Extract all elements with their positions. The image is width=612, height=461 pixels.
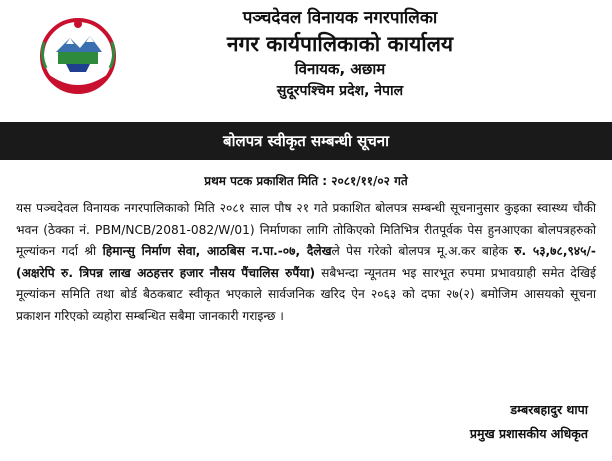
- office-location: विनायक, अछाम: [294, 60, 386, 78]
- notice-title: बोलपत्र स्वीकृत सम्बन्धी सूचना: [0, 122, 612, 160]
- office-name: नगर कार्यपालिकाको कार्यालय: [226, 32, 454, 56]
- signature-block: [470, 398, 588, 446]
- office-heading: [140, 6, 540, 102]
- nepal-government-emblem-icon: [30, 12, 126, 98]
- publication-date: प्रथम पटक प्रकाशित मिति : २०८१/११/०२ गते: [204, 174, 408, 188]
- signatory-name: डम्बरबहादुर थापा: [510, 402, 588, 417]
- contract-amount: रु. ५३,७८,९४५/- (अक्षरेपि रु. त्रिपन्न लाख अठहत्तर हजार नौसय पैंचालिस रुपैंया): [16, 244, 596, 280]
- province-country: सुदूरपश्चिम प्रदेश, नेपाल: [276, 83, 404, 99]
- notice-body: [16, 198, 596, 327]
- municipality-name: पञ्चदेवल विनायक नगरपालिका: [242, 8, 438, 28]
- body-text-3: सबैभन्दा न्यूनतम भइ सारभूत रुपमा प्रभावग्राही समेत देखिई मूल्यांकन समिति तथा बोर्ड बैठकबाट स्वीकृत भएकाले सार्वजनिक खरिद ऐन २०६३ को दफा २७(२) बमोजिम आसयको सूचना प्रकाशन गरिएको व्यहोरा सम्बन्धित सबैमा जानकारी गराइन्छ ।: [16, 265, 596, 323]
- contractor-name: हिमान्सु निर्माण सेवा, आठबिस न.पा.-०७, दैलेख: [102, 244, 332, 258]
- signatory-designation: प्रमुख प्रशासकीय अधिकृत: [469, 426, 588, 441]
- body-text-2: ले पेस गरेको बोलपत्र मू.अ.कर बाहेक: [331, 244, 515, 258]
- body-text-1: यस पञ्चदेवल विनायक नगरपालिकाको मिति २०८१ साल पौष २१ गते प्रकाशित बोलपत्र सम्बन्धी सूचनानुसार कुइका स्वास्थ्य चौकी भवन (ठेक्का नं. PBM/NCB/2081-082/W/01) निर्माणका लागि तोकिएको मितिभित्र रीतपूर्वक पेस हुनआएका बोलपत्रहरुको मूल्यांकन गर्दा श्री: [16, 201, 596, 258]
- letterhead: [0, 0, 612, 118]
